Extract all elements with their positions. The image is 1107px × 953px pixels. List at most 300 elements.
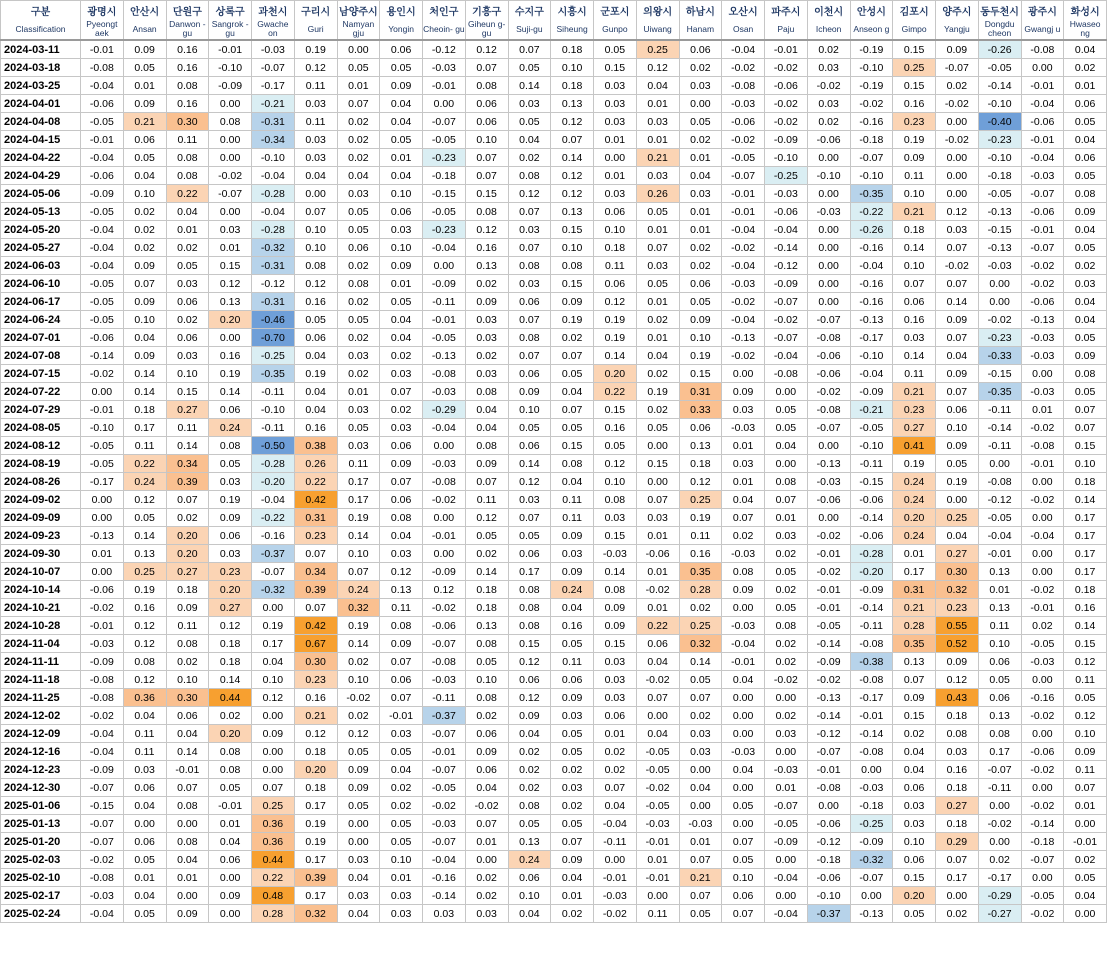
table-cell: 0.05	[465, 527, 508, 545]
table-cell: 0.00	[978, 455, 1021, 473]
table-cell: 0.02	[594, 743, 637, 761]
table-cell: 0.00	[807, 239, 850, 257]
table-cell: 0.05	[123, 509, 166, 527]
table-cell: -0.06	[807, 131, 850, 149]
table-cell: 0.05	[679, 113, 722, 131]
table-cell: 0.03	[893, 815, 936, 833]
table-cell: -0.06	[81, 329, 124, 347]
table-cell: 0.00	[1021, 671, 1064, 689]
table-cell: 0.05	[508, 527, 551, 545]
table-cell: 0.07	[679, 689, 722, 707]
table-cell: 0.05	[508, 815, 551, 833]
table-cell: 0.16	[936, 761, 979, 779]
table-cell: 0.02	[551, 905, 594, 923]
table-cell: 0.16	[893, 95, 936, 113]
table-cell: -0.23	[423, 149, 466, 167]
table-cell: -0.04	[765, 869, 808, 887]
table-cell: 0.00	[936, 167, 979, 185]
table-cell: 0.10	[294, 221, 337, 239]
region-header-en: Hanam	[679, 19, 722, 40]
table-cell: 0.02	[337, 653, 380, 671]
table-cell: 0.14	[594, 563, 637, 581]
table-row	[1, 383, 1107, 401]
table-cell: -0.09	[81, 761, 124, 779]
table-cell: 0.10	[380, 239, 423, 257]
table-cell: -0.12	[765, 257, 808, 275]
table-cell: -0.07	[765, 293, 808, 311]
region-header-kr: 김포시	[893, 1, 936, 20]
table-cell: -0.04	[594, 815, 637, 833]
table-cell: -0.01	[423, 311, 466, 329]
table-row	[1, 221, 1107, 239]
table-cell: -0.07	[807, 419, 850, 437]
table-cell: 0.25	[636, 40, 679, 59]
table-cell: 0.09	[679, 311, 722, 329]
table-cell: 0.06	[551, 671, 594, 689]
table-cell: 0.02	[807, 113, 850, 131]
table-cell: -0.02	[978, 815, 1021, 833]
table-cell: 0.09	[337, 761, 380, 779]
table-cell: 0.03	[337, 851, 380, 869]
table-cell: -0.05	[423, 203, 466, 221]
table-cell: -0.08	[807, 401, 850, 419]
table-cell: 0.25	[252, 797, 295, 815]
row-date: 2024-09-02	[1, 491, 81, 509]
table-cell: 0.02	[765, 653, 808, 671]
table-cell: 0.02	[679, 239, 722, 257]
table-cell: 0.07	[465, 59, 508, 77]
table-cell: 0.17	[1064, 545, 1107, 563]
table-cell: -0.01	[1021, 455, 1064, 473]
table-cell: 0.02	[337, 131, 380, 149]
table-cell: 0.10	[936, 419, 979, 437]
table-cell: 0.19	[123, 581, 166, 599]
table-cell: -0.01	[722, 185, 765, 203]
table-cell: 0.00	[679, 95, 722, 113]
table-cell: -0.37	[423, 707, 466, 725]
table-cell: -0.01	[81, 401, 124, 419]
table-cell: 0.18	[936, 779, 979, 797]
table-cell: -0.09	[209, 77, 252, 95]
table-cell: -0.02	[722, 239, 765, 257]
table-cell: 0.16	[893, 311, 936, 329]
table-cell: -0.04	[423, 239, 466, 257]
table-cell: 0.03	[166, 347, 209, 365]
table-row	[1, 419, 1107, 437]
table-cell: 0.00	[81, 383, 124, 401]
table-cell: 0.09	[936, 653, 979, 671]
table-cell: 0.10	[594, 221, 637, 239]
table-cell: 0.10	[294, 239, 337, 257]
table-cell: 0.09	[508, 707, 551, 725]
table-cell: -0.07	[850, 149, 893, 167]
table-cell: 0.08	[722, 563, 765, 581]
table-cell: 0.14	[1064, 617, 1107, 635]
table-cell: 0.03	[380, 419, 423, 437]
table-cell: 0.00	[807, 509, 850, 527]
table-cell: 0.00	[209, 329, 252, 347]
table-cell: 0.13	[978, 599, 1021, 617]
table-cell: 0.33	[679, 401, 722, 419]
table-cell: 0.00	[294, 185, 337, 203]
table-cell: -0.10	[978, 95, 1021, 113]
table-cell: -0.06	[850, 527, 893, 545]
table-cell: 0.06	[508, 869, 551, 887]
table-cell: 0.15	[679, 365, 722, 383]
table-cell: 0.05	[978, 671, 1021, 689]
table-row	[1, 743, 1107, 761]
table-cell: 0.00	[123, 815, 166, 833]
table-cell: -0.10	[807, 887, 850, 905]
table-cell: 0.11	[166, 617, 209, 635]
table-cell: 0.02	[636, 311, 679, 329]
table-cell: -0.05	[850, 419, 893, 437]
table-cell: -0.01	[636, 869, 679, 887]
table-cell: -0.11	[978, 779, 1021, 797]
table-cell: -0.03	[636, 815, 679, 833]
table-cell: 0.03	[594, 653, 637, 671]
table-cell: -0.37	[252, 545, 295, 563]
table-cell: 0.09	[551, 527, 594, 545]
table-cell: 0.10	[893, 185, 936, 203]
table-cell: 0.02	[465, 545, 508, 563]
table-cell: 0.04	[294, 347, 337, 365]
table-cell: 0.04	[594, 797, 637, 815]
table-cell: 0.07	[936, 239, 979, 257]
table-cell: 0.17	[123, 419, 166, 437]
table-cell: -0.16	[1021, 689, 1064, 707]
table-cell: 0.09	[380, 635, 423, 653]
table-cell: 0.12	[551, 185, 594, 203]
table-cell: 0.14	[123, 365, 166, 383]
table-cell: 0.08	[209, 437, 252, 455]
table-cell: -0.06	[81, 167, 124, 185]
table-cell: 0.10	[508, 887, 551, 905]
table-cell: -0.32	[252, 239, 295, 257]
table-cell: 0.18	[465, 581, 508, 599]
table-cell: -0.04	[978, 527, 1021, 545]
table-cell: -0.04	[81, 905, 124, 923]
table-cell: -0.35	[850, 185, 893, 203]
table-cell: 0.36	[123, 689, 166, 707]
table-cell: 0.03	[594, 95, 637, 113]
table-row	[1, 833, 1107, 851]
table-cell: 0.06	[123, 779, 166, 797]
table-cell: 0.09	[936, 437, 979, 455]
table-row	[1, 581, 1107, 599]
table-cell: 0.02	[209, 707, 252, 725]
table-cell: 0.00	[209, 95, 252, 113]
table-cell: 0.14	[465, 563, 508, 581]
table-cell: 0.03	[551, 779, 594, 797]
table-cell: -0.07	[1021, 239, 1064, 257]
row-date: 2024-07-01	[1, 329, 81, 347]
table-cell: -0.10	[850, 59, 893, 77]
table-cell: 0.09	[936, 311, 979, 329]
table-cell: -0.05	[81, 203, 124, 221]
table-cell: 0.18	[294, 743, 337, 761]
table-cell: -0.31	[252, 293, 295, 311]
table-cell: 0.18	[209, 635, 252, 653]
table-cell: 0.00	[765, 851, 808, 869]
table-cell: -0.09	[765, 833, 808, 851]
table-cell: 0.20	[893, 887, 936, 905]
table-cell: 0.12	[1064, 653, 1107, 671]
table-cell: 0.13	[508, 833, 551, 851]
table-cell: 0.05	[1064, 383, 1107, 401]
table-cell: 0.04	[252, 653, 295, 671]
table-cell: -0.06	[722, 113, 765, 131]
table-cell: -0.14	[1021, 815, 1064, 833]
table-cell: 0.02	[978, 851, 1021, 869]
table-cell: -0.04	[722, 635, 765, 653]
table-cell: -0.04	[423, 851, 466, 869]
row-date: 2024-04-08	[1, 113, 81, 131]
row-date: 2025-02-24	[1, 905, 81, 923]
table-cell: 0.04	[893, 761, 936, 779]
region-header-kr: 광주시	[1021, 1, 1064, 20]
table-cell: 0.28	[252, 905, 295, 923]
table-cell: 0.07	[508, 311, 551, 329]
table-cell: -0.13	[978, 203, 1021, 221]
table-cell: -0.04	[722, 221, 765, 239]
table-cell: 0.01	[636, 851, 679, 869]
table-cell: -0.13	[978, 239, 1021, 257]
table-cell: 0.12	[508, 653, 551, 671]
table-cell: 0.02	[936, 77, 979, 95]
table-cell: 0.29	[936, 833, 979, 851]
table-cell: 0.09	[380, 455, 423, 473]
table-cell: 0.39	[294, 869, 337, 887]
table-cell: -0.02	[1021, 905, 1064, 923]
table-cell: 0.36	[252, 833, 295, 851]
table-cell: 0.02	[594, 761, 637, 779]
table-row	[1, 329, 1107, 347]
table-cell: 0.05	[594, 437, 637, 455]
table-cell: 0.00	[679, 761, 722, 779]
table-row	[1, 545, 1107, 563]
table-cell: 0.06	[166, 707, 209, 725]
table-row	[1, 257, 1107, 275]
region-header-en: Paju	[765, 19, 808, 40]
table-cell: -0.07	[978, 761, 1021, 779]
table-cell: 0.13	[679, 437, 722, 455]
table-cell: 0.03	[465, 365, 508, 383]
table-cell: 0.05	[1064, 329, 1107, 347]
table-cell: -0.18	[1021, 833, 1064, 851]
table-cell: 0.32	[294, 905, 337, 923]
table-cell: 0.23	[936, 599, 979, 617]
table-cell: -0.03	[252, 40, 295, 59]
table-cell: 0.14	[337, 527, 380, 545]
table-cell: 0.08	[508, 329, 551, 347]
table-cell: -0.22	[850, 203, 893, 221]
table-cell: -0.07	[423, 113, 466, 131]
table-cell: 0.24	[123, 473, 166, 491]
table-cell: 0.06	[123, 833, 166, 851]
table-cell: -0.08	[807, 329, 850, 347]
table-cell: 0.12	[380, 563, 423, 581]
table-cell: 0.18	[893, 221, 936, 239]
table-row	[1, 635, 1107, 653]
table-cell: 0.07	[936, 851, 979, 869]
table-cell: 0.08	[978, 725, 1021, 743]
table-cell: 0.03	[679, 185, 722, 203]
table-cell: 0.05	[465, 653, 508, 671]
table-cell: 0.10	[722, 869, 765, 887]
table-cell: 0.32	[337, 599, 380, 617]
table-cell: 0.02	[166, 653, 209, 671]
table-cell: 0.03	[337, 401, 380, 419]
table-cell: 0.04	[636, 77, 679, 95]
table-cell: 0.02	[679, 599, 722, 617]
table-cell: 0.05	[337, 743, 380, 761]
table-cell: 0.08	[337, 275, 380, 293]
region-header-en: Sangrok -gu	[209, 19, 252, 40]
region-header-kr: 안성시	[850, 1, 893, 20]
table-cell: 0.02	[765, 635, 808, 653]
region-header-en: Anseon g	[850, 19, 893, 40]
table-cell: 0.05	[722, 851, 765, 869]
table-cell: 0.05	[337, 797, 380, 815]
table-cell: -0.11	[423, 689, 466, 707]
table-cell: -0.08	[81, 869, 124, 887]
table-cell: -0.08	[978, 473, 1021, 491]
table-cell: 0.02	[551, 329, 594, 347]
table-cell: 0.15	[893, 869, 936, 887]
table-cell: -0.17	[850, 329, 893, 347]
table-cell: 0.02	[1064, 257, 1107, 275]
table-cell: 0.07	[636, 491, 679, 509]
table-cell: 0.13	[893, 653, 936, 671]
table-cell: -0.04	[81, 257, 124, 275]
region-header-kr: 양주시	[936, 1, 979, 20]
table-cell: 0.03	[166, 275, 209, 293]
row-date: 2024-05-20	[1, 221, 81, 239]
table-cell: 0.14	[508, 455, 551, 473]
table-cell: 0.06	[209, 527, 252, 545]
table-cell: 0.07	[465, 815, 508, 833]
table-row	[1, 563, 1107, 581]
table-cell: 0.05	[765, 563, 808, 581]
table-cell: -0.04	[850, 257, 893, 275]
table-cell: -0.01	[380, 707, 423, 725]
table-cell: 0.05	[679, 905, 722, 923]
table-cell: -0.07	[252, 563, 295, 581]
table-cell: 0.12	[294, 725, 337, 743]
table-cell: -0.70	[252, 329, 295, 347]
table-cell: 0.05	[380, 59, 423, 77]
table-cell: 0.06	[465, 725, 508, 743]
table-cell: 0.12	[209, 617, 252, 635]
table-cell: 0.01	[636, 131, 679, 149]
table-cell: 0.06	[380, 40, 423, 59]
table-cell: -0.02	[765, 59, 808, 77]
table-cell: 0.04	[123, 797, 166, 815]
table-cell: -0.05	[978, 185, 1021, 203]
table-cell: 0.16	[209, 347, 252, 365]
table-row	[1, 365, 1107, 383]
table-cell: -0.01	[807, 761, 850, 779]
table-cell: 0.06	[294, 329, 337, 347]
region-header-kr: 상록구	[209, 1, 252, 20]
table-cell: -0.01	[423, 77, 466, 95]
table-cell: 0.12	[209, 275, 252, 293]
table-cell: 0.05	[551, 743, 594, 761]
table-cell: 0.01	[722, 473, 765, 491]
table-cell: 0.06	[978, 653, 1021, 671]
table-cell: 0.07	[465, 167, 508, 185]
table-cell: -0.04	[252, 167, 295, 185]
table-cell: 0.02	[380, 347, 423, 365]
table-cell: -0.02	[209, 167, 252, 185]
table-cell: -0.34	[252, 131, 295, 149]
table-cell: 0.09	[722, 383, 765, 401]
table-cell: 0.10	[337, 671, 380, 689]
table-row	[1, 95, 1107, 113]
table-cell: 0.00	[1021, 365, 1064, 383]
table-cell: -0.01	[81, 617, 124, 635]
table-cell: 0.11	[551, 491, 594, 509]
table-cell: 0.08	[209, 743, 252, 761]
region-header-en: Suji-gu	[508, 19, 551, 40]
table-cell: -0.10	[209, 59, 252, 77]
table-cell: 0.15	[465, 185, 508, 203]
table-cell: 0.00	[209, 149, 252, 167]
table-cell: -0.01	[1021, 221, 1064, 239]
row-date: 2024-10-14	[1, 581, 81, 599]
table-cell: -0.10	[252, 149, 295, 167]
table-cell: 0.05	[1064, 113, 1107, 131]
table-cell: 0.00	[423, 437, 466, 455]
classification-header-kr: 구분	[1, 1, 81, 20]
table-cell: -0.19	[850, 40, 893, 59]
table-cell: -0.28	[252, 455, 295, 473]
table-cell: 0.11	[294, 77, 337, 95]
table-cell: 0.19	[294, 833, 337, 851]
table-cell: 0.01	[209, 815, 252, 833]
table-cell: -0.05	[81, 293, 124, 311]
table-cell: 0.08	[465, 437, 508, 455]
table-cell: -0.02	[1021, 797, 1064, 815]
table-cell: 0.00	[252, 743, 295, 761]
table-cell: 0.07	[765, 491, 808, 509]
region-header-kr: 시흥시	[551, 1, 594, 20]
table-cell: 0.04	[380, 167, 423, 185]
region-header-en: Cheoin- gu	[423, 19, 466, 40]
table-cell: 0.09	[722, 581, 765, 599]
table-cell: -0.08	[850, 743, 893, 761]
table-cell: 0.17	[508, 563, 551, 581]
table-cell: 0.26	[294, 455, 337, 473]
table-row	[1, 671, 1107, 689]
table-cell: 0.08	[465, 635, 508, 653]
table-cell: 0.13	[978, 563, 1021, 581]
table-cell: 0.07	[508, 347, 551, 365]
table-cell: -0.02	[722, 293, 765, 311]
table-cell: 0.04	[508, 725, 551, 743]
table-cell: 0.03	[508, 95, 551, 113]
table-cell: 0.03	[594, 113, 637, 131]
table-cell: 0.05	[209, 455, 252, 473]
table-cell: 0.01	[893, 545, 936, 563]
table-cell: 0.44	[209, 689, 252, 707]
table-cell: -0.03	[978, 257, 1021, 275]
table-cell: 0.00	[423, 257, 466, 275]
table-cell: 0.13	[551, 95, 594, 113]
table-cell: -0.04	[252, 203, 295, 221]
table-cell: 0.12	[636, 59, 679, 77]
